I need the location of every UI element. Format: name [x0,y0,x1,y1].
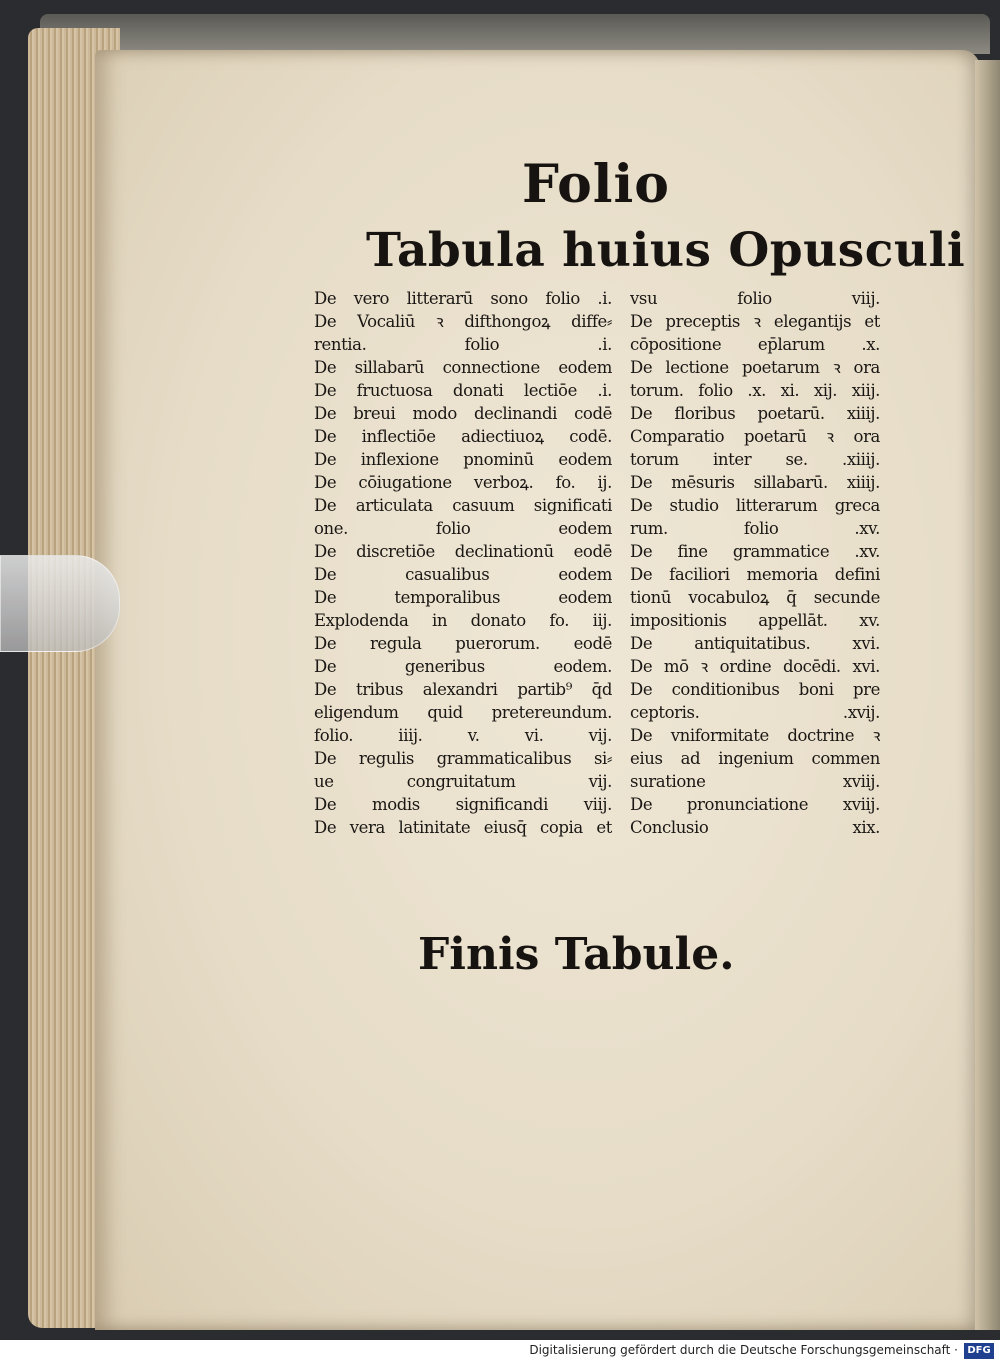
toc-line: De Vocaliū ꝛ difthongoꝝ diffe⸗ [314,312,612,331]
toc-line: torum. folio .x. xi. xij. xiij. [630,381,880,400]
toc-line: De vera latinitate eiusq̄ copia et [314,818,612,837]
toc-line: De mēsuris sillabarū. xiiij. [630,473,880,492]
toc-line: rentia. folio .i. [314,335,612,354]
toc-line: De fructuosa donati lectiōe .i. [314,381,612,400]
toc-line: vsu folio viij. [630,289,880,308]
dfg-logo-icon: DFG [964,1343,994,1359]
footer-bar [0,1340,1000,1363]
toc-line: ceptoris. .xvij. [630,703,880,722]
page-holder-clip [0,555,120,652]
toc-line: De preceptis ꝛ elegantijs et [630,312,880,331]
toc-line: De vniformitate doctrine ꝛ [630,726,880,745]
toc-line: Explodenda in donato fo. iij. [314,611,612,630]
toc-line: De vero litterarū sono folio .i. [314,289,612,308]
toc-line: Conclusio xix. [630,818,880,837]
toc-line: De modis significandi viij. [314,795,612,814]
toc-line: De casualibus eodem [314,565,612,584]
closing-text: Finis Tabule. [418,929,735,980]
toc-line: suratione xviij. [630,772,880,791]
toc-line: De fine grammatice .xv. [630,542,880,561]
toc-line: torum inter se. .xiiij. [630,450,880,469]
toc-line: Comparatio poetarū ꝛ ora [630,427,880,446]
toc-line: folio. iiij. v. vi. vij. [314,726,612,745]
toc-line: De temporalibus eodem [314,588,612,607]
toc-line: De antiquitatibus. xvi. [630,634,880,653]
heading-folio: Folio [522,154,670,215]
right-page-strip [975,60,1000,1330]
toc-line: De pronunciatione xviij. [630,795,880,814]
toc-line: De generibus eodem. [314,657,612,676]
footer-credit: Digitalisierung gefördert durch die Deutsche Forschungsgemeinschaft · [529,1343,958,1357]
toc-line: one. folio eodem [314,519,612,538]
toc-line: De studio litterarum greca [630,496,880,515]
toc-line: De faciliori memoria defini [630,565,880,584]
toc-line: De inflexione pnominū eodem [314,450,612,469]
toc-right-column [630,287,880,839]
toc-line: De mō ꝛ ordine docēdi. xvi. [630,657,880,676]
toc-line: De lectione poetarum ꝛ ora [630,358,880,377]
toc-line: De regulis grammaticalibus si⸗ [314,749,612,768]
toc-line: De conditionibus boni pre [630,680,880,699]
toc-line: tionū vocabuloꝝ q̄ secunde [630,588,880,607]
toc-line: De tribus alexandri partib⁹ q̄d [314,680,612,699]
toc-line: eligendum quid pretereundum. [314,703,612,722]
toc-line: De discretiōe declinationū eodē [314,542,612,561]
toc-line: De cōiugatione verboꝝ. fo. ij. [314,473,612,492]
toc-line: De floribus poetarū. xiiij. [630,404,880,423]
toc-left-column [314,287,612,839]
toc-line: De regula puerorum. eodē [314,634,612,653]
heading-title: Tabula huius Opusculi [366,223,966,278]
toc-line: ue congruitatum vij. [314,772,612,791]
toc-line: eius ad ingenium commen [630,749,880,768]
toc-line: impositionis appellāt. xv. [630,611,880,630]
toc-line: De inflectiōe adiectiuoꝝ codē. [314,427,612,446]
book-top-edge [40,14,990,54]
toc-line: De articulata casuum significati [314,496,612,515]
toc-line: cōpositione ep̄larum .x. [630,335,880,354]
toc-line: De sillabarū connectione eodem [314,358,612,377]
toc-line: rum. folio .xv. [630,519,880,538]
toc-line: De breui modo declinandi codē [314,404,612,423]
